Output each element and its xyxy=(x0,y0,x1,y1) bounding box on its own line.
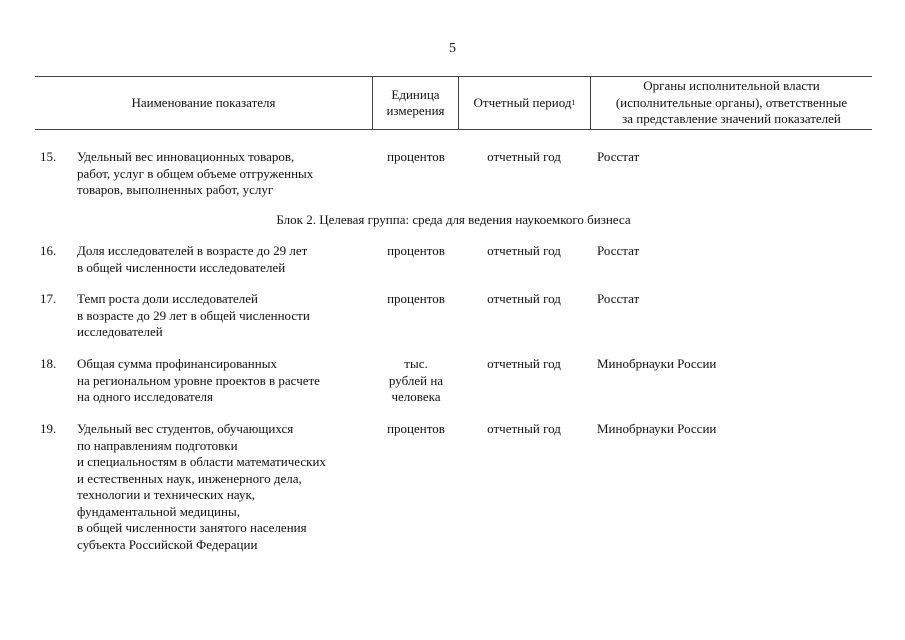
row-unit-line: процентов xyxy=(387,149,445,164)
header-col-unit-line: Единица xyxy=(391,86,440,102)
row-indicator-line: фундаментальной медицины, xyxy=(77,503,240,519)
row-organization: Минобрнауки России xyxy=(597,356,717,371)
row-indicator-name xyxy=(77,291,377,341)
row-number: 19. xyxy=(40,421,57,436)
row-number: 18. xyxy=(40,356,57,371)
row-indicator-line: Удельный вес студентов, обучающихся xyxy=(77,421,294,436)
row-unit xyxy=(378,421,454,438)
row-number: 17. xyxy=(40,291,57,306)
row-indicator-line: Общая сумма профинансированных xyxy=(77,356,277,371)
row-indicator-line: Темп роста доли исследователей xyxy=(77,291,259,306)
row-unit-line: процентов xyxy=(387,291,445,306)
row-indicator-line: технологии и технических наук, xyxy=(77,487,256,502)
header-col-org xyxy=(591,77,872,129)
page-number: 5 xyxy=(449,41,456,56)
row-unit xyxy=(378,149,454,166)
header-col-org-line: (исполнительные органы), ответственные xyxy=(615,94,848,110)
header-col-unit-line: измерения xyxy=(386,103,445,118)
row-indicator-name xyxy=(77,243,377,276)
row-indicator-line: и естественных наук, инженерного дела, xyxy=(77,470,302,486)
row-organization: Росстат xyxy=(597,149,640,164)
row-organization: Минобрнауки России xyxy=(597,421,717,436)
header-col-name xyxy=(35,77,372,129)
row-unit-line: человека xyxy=(391,389,441,404)
row-indicator-line: на одного исследователя xyxy=(77,389,213,404)
row-unit-line: процентов xyxy=(387,243,445,258)
row-indicator-line: Доля исследователей в возрасте до 29 лет xyxy=(77,243,308,258)
row-indicator-line: на региональном уровне проектов в расчете xyxy=(77,372,320,388)
row-period: отчетный год xyxy=(487,149,561,164)
row-unit-line: процентов xyxy=(387,421,445,436)
header-bottom-border xyxy=(35,129,872,130)
row-indicator-line: и специальностям в области математических xyxy=(77,454,326,469)
row-indicator-name xyxy=(77,149,377,199)
row-indicator-name xyxy=(77,421,377,553)
row-period: отчетный год xyxy=(487,421,561,436)
header-col-org-line: Органы исполнительной власти xyxy=(643,78,820,94)
row-number: 16. xyxy=(40,243,57,258)
row-number: 15. xyxy=(40,149,57,164)
row-indicator-line: в общей численности исследователей xyxy=(77,259,286,275)
row-indicator-line: товаров, выполненных работ, услуг xyxy=(77,182,274,197)
row-indicator-line: исследователей xyxy=(77,324,163,339)
row-indicator-line: по направлениям подготовки xyxy=(77,437,238,453)
row-period: отчетный год xyxy=(487,291,561,306)
header-col-unit xyxy=(373,77,458,129)
row-unit-line: тыс. xyxy=(404,356,428,371)
block-title: Блок 2. Целевая группа: среда для ведения наукоемкого бизнеса xyxy=(276,212,631,227)
row-indicator-line: работ, услуг в общем объеме отгруженных xyxy=(77,165,314,181)
header-col-period: Отчетный период 1 xyxy=(473,94,576,110)
header-col-period-text: Отчетный период xyxy=(473,94,572,110)
row-indicator-line: Удельный вес инновационных товаров, xyxy=(77,149,295,164)
row-organization: Росстат xyxy=(597,243,640,258)
row-organization: Росстат xyxy=(597,291,640,306)
row-indicator-line: субъекта Российской Федерации xyxy=(77,536,258,552)
row-unit xyxy=(378,356,454,406)
row-indicator-line: в общей численности занятого населения xyxy=(77,520,307,535)
row-period: отчетный год xyxy=(487,356,561,371)
row-unit-line: рублей на xyxy=(388,372,444,388)
row-period: отчетный год xyxy=(487,243,561,258)
header-col-org-line: за представление значений показателей xyxy=(622,111,841,127)
row-unit xyxy=(378,243,454,260)
row-indicator-name xyxy=(77,356,377,406)
row-unit xyxy=(378,291,454,308)
header-col-name-text: Наименование показателя xyxy=(131,94,276,110)
row-indicator-line: в возрасте до 29 лет в общей численности xyxy=(77,307,310,323)
